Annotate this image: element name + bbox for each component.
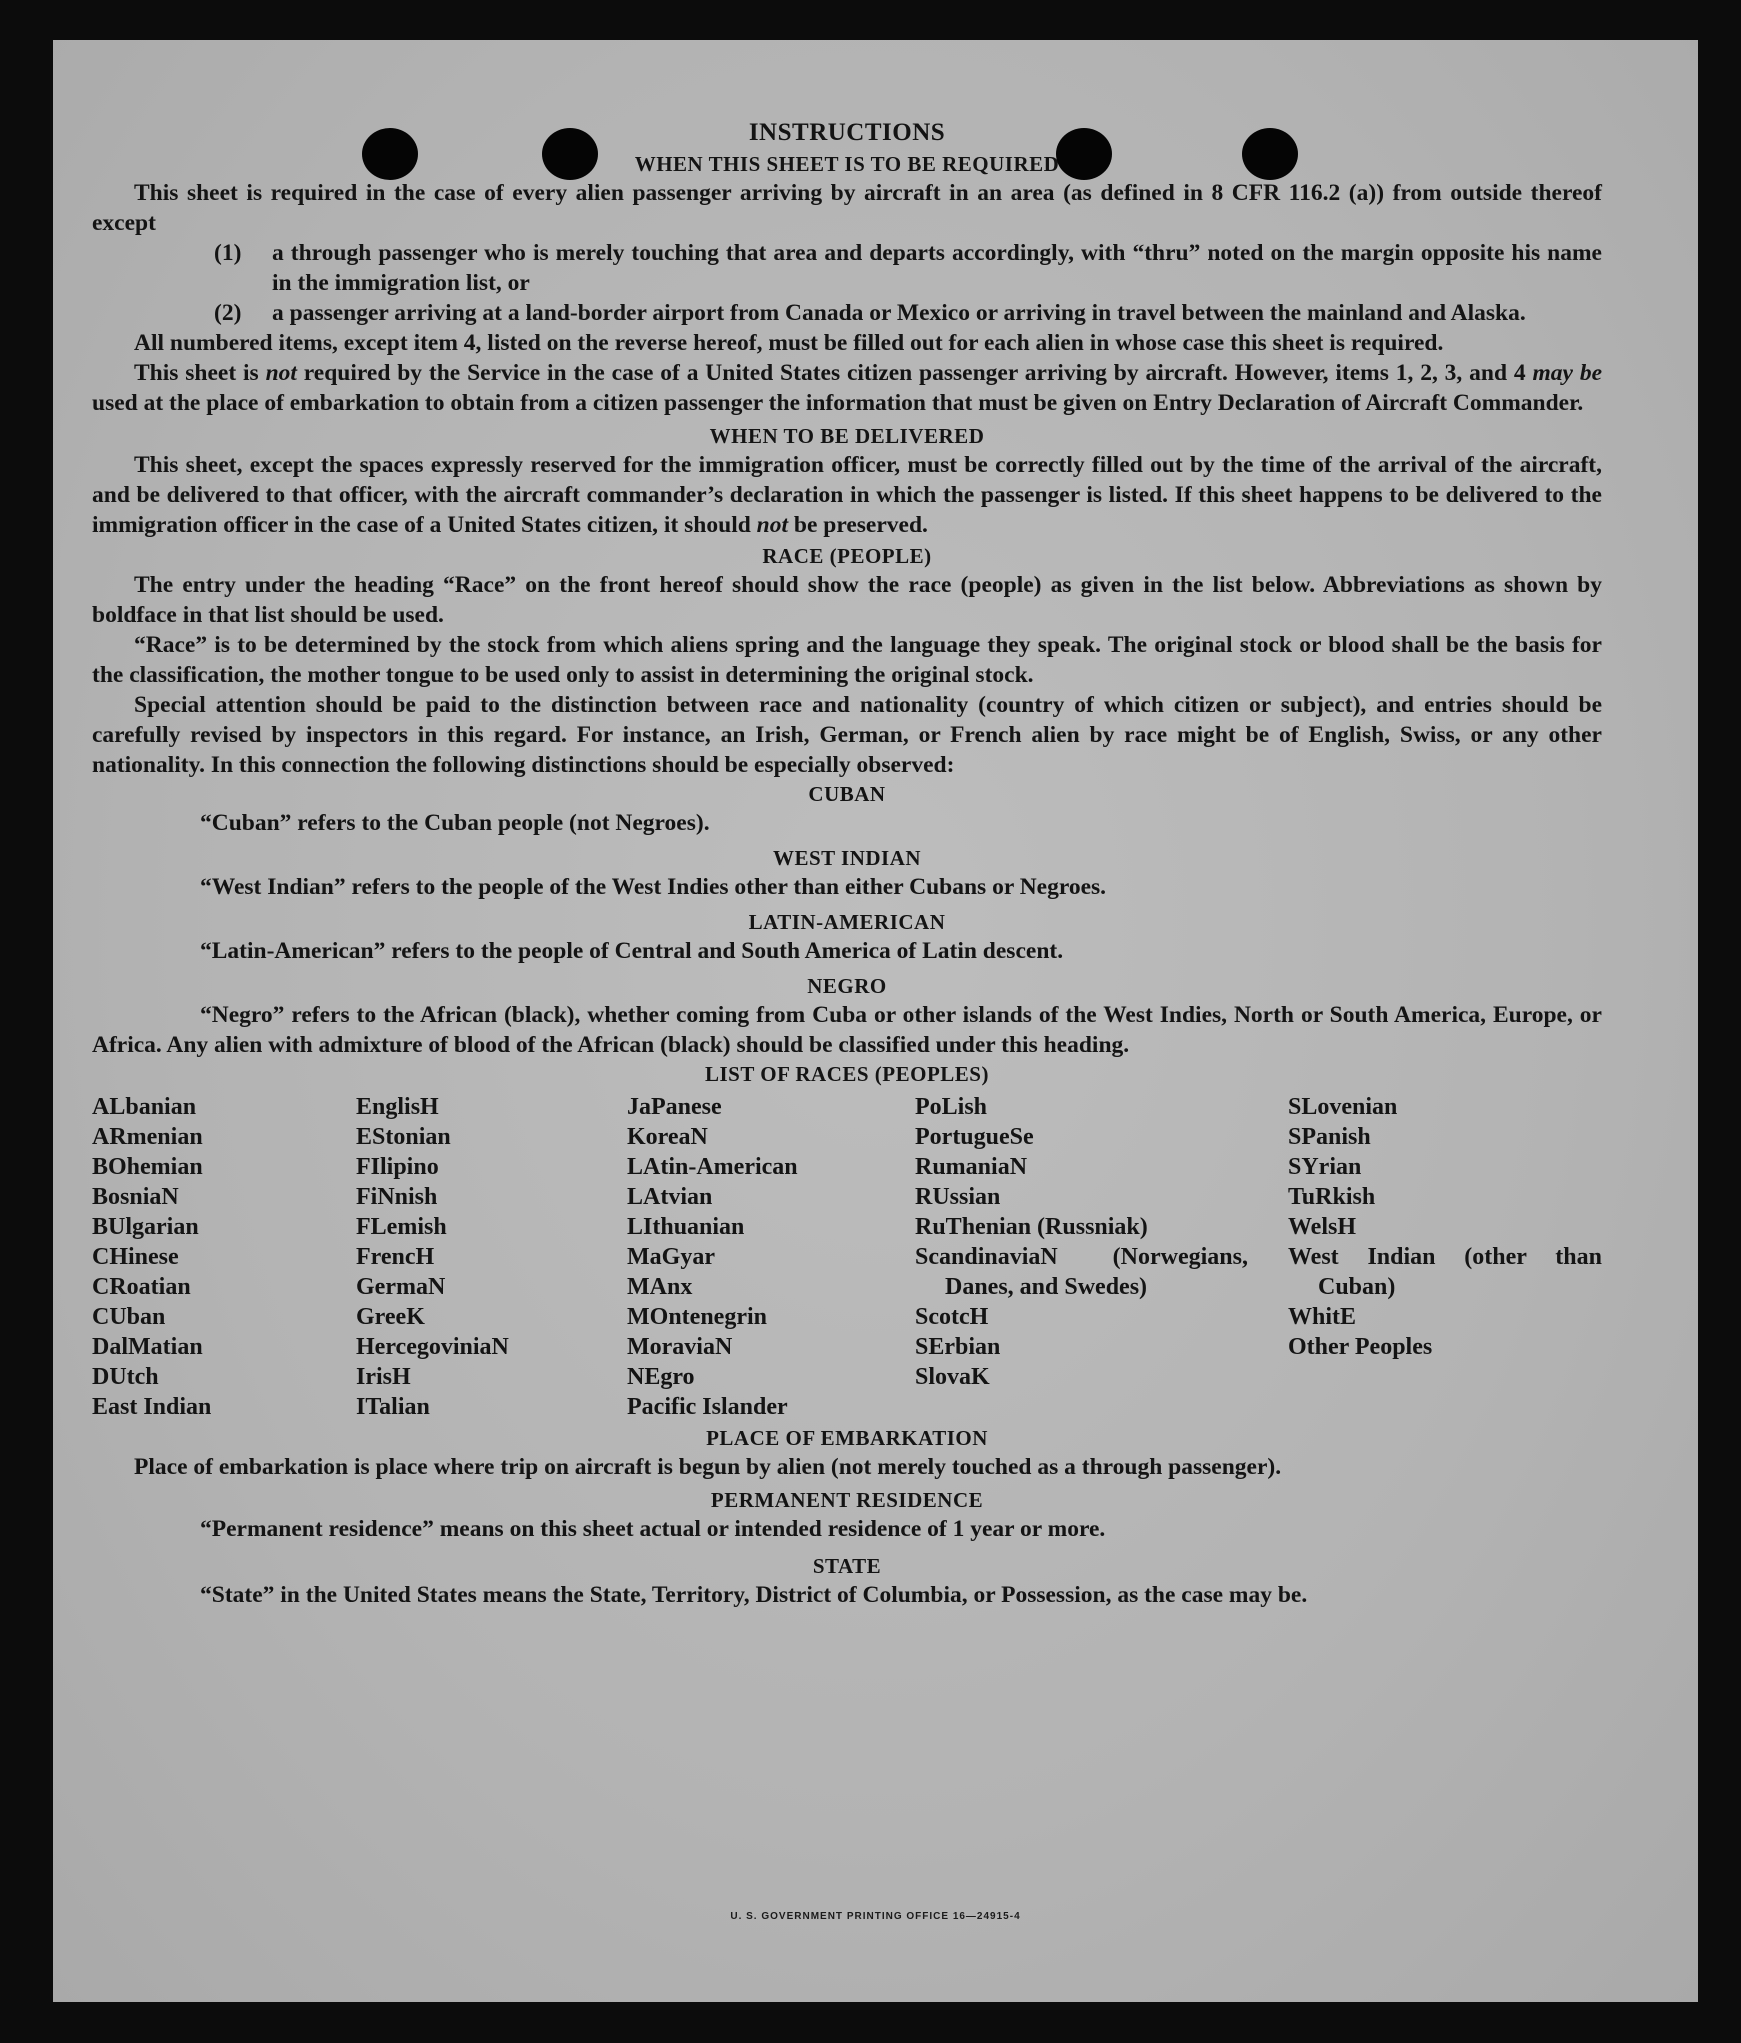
section-heading-required: WHEN THIS SHEET IS TO BE REQUIRED — [634, 152, 1060, 176]
definition-negro: “Negro” refers to the African (black), whether coming from Cuba or other islands of the West Indies, North or South America, Europe, or Africa. Any alien with admixture of blood of the African (black) should be classified under this heading. — [92, 1002, 1602, 1058]
item-number: (2) — [214, 300, 242, 326]
section-heading-race: RACE (PEOPLE) — [762, 544, 932, 568]
race-entry: EStonian — [356, 1124, 451, 1150]
race-entry: RuThenian (Russniak) — [915, 1214, 1148, 1240]
paragraph: This sheet is not required by the Service in the case of a United States citizen passenger arriving by aircraft. However, items 1, 2, 3, and 4 may be used at the place of embarkation to obtain from a citizen passenger the information that must be given on Entry Declaration of Aircraft Commander. — [92, 360, 1603, 416]
race-entry: LIthuanian — [627, 1214, 745, 1240]
paragraph: All numbered items, except item 4, listed on the reverse hereof, must be filled out for each alien in whose case this sheet is required. — [134, 330, 1444, 356]
race-entry: NEgro — [627, 1364, 695, 1390]
race-entry: SLovenian — [1288, 1094, 1398, 1120]
section-heading-list-of-races: LIST OF RACES (PEOPLES) — [705, 1062, 989, 1086]
paragraph: The entry under the heading “Race” on the front hereof should show the race (people) as given in the list below. Abbreviations as shown by boldface in that list should be used. — [92, 572, 1602, 628]
race-entry: ALbanian — [92, 1094, 197, 1120]
list-item — [92, 238, 1602, 298]
race-entry: HercegoviniaN — [356, 1334, 509, 1360]
race-entry: East Indian — [92, 1394, 212, 1420]
race-entry: BUlgarian — [92, 1214, 199, 1240]
race-entry: DUtch — [92, 1364, 159, 1390]
race-entry: MAnx — [627, 1274, 693, 1300]
race-entry: TuRkish — [1288, 1184, 1376, 1210]
race-entry: IrisH — [356, 1364, 411, 1390]
paragraph: “Race” is to be determined by the stock from which aliens spring and the language they speak. The original stock or blood shall be the basis for the classification, the mother tongue to be used only to assist in determining the original stock. — [92, 632, 1602, 688]
race-entry: LAtin-American — [627, 1154, 798, 1180]
race-entry: Other Peoples — [1288, 1334, 1433, 1360]
paragraph: Special attention should be paid to the distinction between race and nationality (country of which citizen or subject), and entries should be carefully revised by inspectors in this regard. For instance, an Irish, German, or French alien by race might be of English, Swiss, or any other nationality. In this connection the following distinctions should be especially observed: — [92, 692, 1602, 778]
definition-cuban: “Cuban” refers to the Cuban people (not Negroes). — [200, 810, 710, 836]
section-heading-state: STATE — [812, 1554, 882, 1578]
race-entry: MOntenegrin — [627, 1304, 767, 1330]
race-entry: DalMatian — [92, 1334, 203, 1360]
race-entry: CUban — [92, 1304, 166, 1330]
race-entry: Pacific Islander — [627, 1394, 788, 1420]
definition-west-indian: “West Indian” refers to the people of the West Indies other than either Cubans or Negroes. — [200, 874, 1107, 900]
races-column — [915, 1092, 1288, 1422]
race-entry: EnglisH — [356, 1094, 439, 1120]
paragraph: This sheet is required in the case of every alien passenger arriving by aircraft in an area (as defined in 8 CFR 116.2 (a)) from outside thereof except — [92, 180, 1602, 236]
paragraph: “Permanent residence” means on this sheet actual or intended residence of 1 year or more. — [200, 1516, 1106, 1542]
item-number: (1) — [214, 240, 242, 266]
race-entry: CRoatian — [92, 1274, 191, 1300]
section-heading-west-indian: WEST INDIAN — [772, 846, 922, 870]
race-entry: West Indian (other than Cuban) — [1288, 1244, 1602, 1300]
race-entry: ITalian — [356, 1394, 430, 1420]
section-heading-embarkation: PLACE OF EMBARKATION — [706, 1426, 988, 1450]
race-entry: SPanish — [1288, 1124, 1371, 1150]
race-entry: SYrian — [1288, 1154, 1362, 1180]
race-entry: SlovaK — [915, 1364, 990, 1390]
section-heading-negro: NEGRO — [807, 974, 887, 998]
race-entry: ScotcH — [915, 1304, 989, 1330]
section-heading-delivered: WHEN TO BE DELIVERED — [709, 424, 985, 448]
race-entry: FiNnish — [356, 1184, 438, 1210]
race-entry: WelsH — [1288, 1214, 1357, 1240]
race-entry: MaGyar — [627, 1244, 715, 1270]
race-entry: ScandinaviaN (Norwegians, Danes, and Swedes) — [915, 1244, 1248, 1300]
section-heading-latin-american: LATIN-AMERICAN — [748, 910, 946, 934]
section-heading-residence: PERMANENT RESIDENCE — [710, 1488, 984, 1512]
race-entry: SErbian — [915, 1334, 1001, 1360]
race-entry: KoreaN — [627, 1124, 708, 1150]
race-entry: JaPanese — [627, 1094, 722, 1120]
race-entry: FLemish — [356, 1214, 447, 1240]
races-column — [356, 1092, 627, 1422]
race-entry: PortugueSe — [915, 1124, 1034, 1150]
race-entry: FIlipino — [356, 1154, 439, 1180]
race-entry: FrencH — [356, 1244, 435, 1270]
paragraph: “State” in the United States means the State, Territory, District of Columbia, or Possession, as the case may be. — [200, 1582, 1308, 1608]
races-column — [92, 1092, 356, 1422]
race-entry: LAtvian — [627, 1184, 713, 1210]
race-entry: RumaniaN — [915, 1154, 1028, 1180]
race-entry: WhitE — [1288, 1304, 1357, 1330]
races-column — [627, 1092, 915, 1422]
race-entry: CHinese — [92, 1244, 179, 1270]
race-entry: MoraviaN — [627, 1334, 733, 1360]
instructions-sheet — [92, 116, 1602, 1610]
definition-latin-american: “Latin-American” refers to the people of Central and South America of Latin descent. — [200, 938, 1064, 964]
list-item — [92, 298, 1602, 328]
item-text: a passenger arriving at a land-border airport from Canada or Mexico or arriving in travel between the mainland and Alaska. — [272, 300, 1526, 326]
race-entry: GermaN — [356, 1274, 446, 1300]
race-entry: PoLish — [915, 1094, 988, 1120]
race-entry: ARmenian — [92, 1124, 203, 1150]
races-column — [1288, 1092, 1602, 1422]
races-list — [92, 1092, 1602, 1422]
section-heading-cuban: CUBAN — [808, 782, 886, 806]
paragraph: This sheet, except the spaces expressly reserved for the immigration officer, must be correctly filled out by the time of the arrival of the aircraft, and be delivered to that officer, with the aircraft commander’s declaration in which the passenger is listed. If this sheet happens to be delivered to the immigration officer in the case of a United States citizen, it should not be preserved. — [92, 452, 1602, 538]
race-entry: RUssian — [915, 1184, 1001, 1210]
page-title: INSTRUCTIONS — [748, 119, 946, 146]
printing-office-footer: U. S. GOVERNMENT PRINTING OFFICE 16—24915-4 — [730, 1911, 1021, 1922]
race-entry: GreeK — [356, 1304, 425, 1330]
race-entry: BOhemian — [92, 1154, 203, 1180]
item-text: a through passenger who is merely touching that area and departs accordingly, with “thru” noted on the margin opposite his name in the immigration list, or — [272, 240, 1602, 296]
paragraph: Place of embarkation is place where trip on aircraft is begun by alien (not merely touched as a through passenger). — [134, 1454, 1282, 1480]
race-entry: BosniaN — [92, 1184, 179, 1210]
